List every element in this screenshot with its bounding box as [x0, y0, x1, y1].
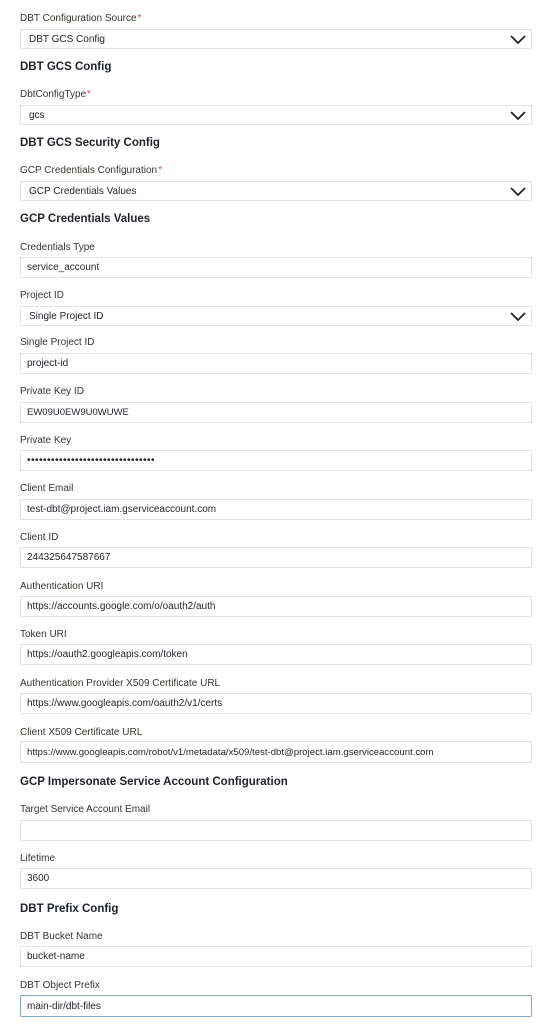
credentials-type-value: service_account	[27, 262, 100, 273]
credentials-type-label: Credentials Type	[20, 242, 95, 253]
object-prefix-value: main-dir/dbt-files	[27, 1000, 101, 1012]
dbt-prefix-config-heading: DBT Prefix Config	[20, 903, 119, 915]
client-email-input[interactable]	[20, 499, 532, 520]
project-id-value: Single Project ID	[29, 310, 104, 322]
bucket-name-input[interactable]	[20, 946, 532, 967]
private-key-id-value: EW09U0EW9U0WUWE	[27, 407, 129, 418]
gcp-credentials-values-heading: GCP Credentials Values	[20, 213, 151, 225]
chevron-down-icon	[509, 185, 527, 197]
private-key-masked-value: ••••••••••••••••••••••••••••••••	[27, 454, 156, 466]
chevron-down-icon	[509, 33, 527, 45]
dbt-gcs-config-heading: DBT GCS Config	[20, 61, 112, 73]
gcp-credentials-config-label: GCP Credentials Configuration*	[20, 165, 163, 176]
bucket-name-label: DBT Bucket Name	[20, 931, 103, 942]
dbt-config-type-value: gcs	[29, 109, 45, 121]
auth-provider-cert-label: Authentication Provider X509 Certificate URL	[20, 678, 221, 689]
single-project-id-value: project-id	[27, 358, 69, 369]
client-email-value: test-dbt@project.iam.gserviceaccount.com	[27, 504, 217, 515]
chevron-down-icon	[509, 109, 527, 121]
required-marker: *	[158, 165, 163, 176]
token-uri-input[interactable]	[20, 644, 532, 665]
dbt-config-type-select[interactable]	[20, 105, 532, 125]
client-email-label: Client Email	[20, 483, 74, 494]
client-cert-value: https://www.googleapis.com/robot/v1/metadata/x509/test-dbt@project.iam.gserviceaccount.com	[27, 746, 434, 758]
dbt-config-type-label: DbtConfigType*	[20, 89, 92, 100]
auth-uri-value: https://accounts.google.com/o/oauth2/auth	[27, 601, 216, 612]
single-project-id-input[interactable]	[20, 353, 532, 374]
bucket-name-value: bucket-name	[27, 951, 85, 962]
chevron-down-icon	[509, 310, 527, 322]
project-id-select[interactable]	[20, 306, 532, 326]
client-id-label: Client ID	[20, 532, 59, 543]
client-cert-label: Client X509 Certificate URL	[20, 727, 143, 738]
dbt-config-source-value: DBT GCS Config	[29, 33, 105, 45]
private-key-id-input[interactable]	[20, 402, 532, 423]
lifetime-value: 3600	[27, 873, 50, 884]
dbt-config-source-label: DBT Configuration Source*	[20, 13, 142, 24]
auth-provider-cert-input[interactable]	[20, 693, 532, 714]
impersonate-heading: GCP Impersonate Service Account Configuration	[20, 776, 288, 788]
target-email-input[interactable]	[20, 820, 532, 841]
gcp-credentials-config-select[interactable]	[20, 181, 532, 201]
private-key-input[interactable]	[20, 450, 532, 471]
single-project-id-label: Single Project ID	[20, 337, 95, 348]
gcp-credentials-config-value: GCP Credentials Values	[29, 185, 137, 197]
private-key-id-label: Private Key ID	[20, 386, 84, 397]
object-prefix-input[interactable]	[20, 995, 532, 1017]
auth-provider-cert-value: https://www.googleapis.com/oauth2/v1/certs	[27, 698, 223, 709]
client-cert-input[interactable]	[20, 741, 532, 763]
auth-uri-input[interactable]	[20, 596, 532, 617]
required-marker: *	[87, 89, 92, 100]
lifetime-label: Lifetime	[20, 853, 56, 864]
auth-uri-label: Authentication URI	[20, 581, 104, 592]
dbt-config-source-select[interactable]	[20, 29, 532, 49]
required-marker: *	[137, 13, 142, 24]
token-uri-value: https://oauth2.googleapis.com/token	[27, 649, 188, 660]
object-prefix-label: DBT Object Prefix	[20, 980, 100, 991]
client-id-input[interactable]	[20, 547, 532, 568]
project-id-label: Project ID	[20, 290, 64, 301]
credentials-type-input[interactable]	[20, 257, 532, 278]
target-email-label: Target Service Account Email	[20, 804, 151, 815]
private-key-label: Private Key	[20, 435, 72, 446]
token-uri-label: Token URI	[20, 629, 67, 640]
client-id-value: 244325647587667	[27, 552, 111, 563]
dbt-gcs-security-heading: DBT GCS Security Config	[20, 137, 160, 149]
lifetime-input[interactable]	[20, 868, 532, 889]
